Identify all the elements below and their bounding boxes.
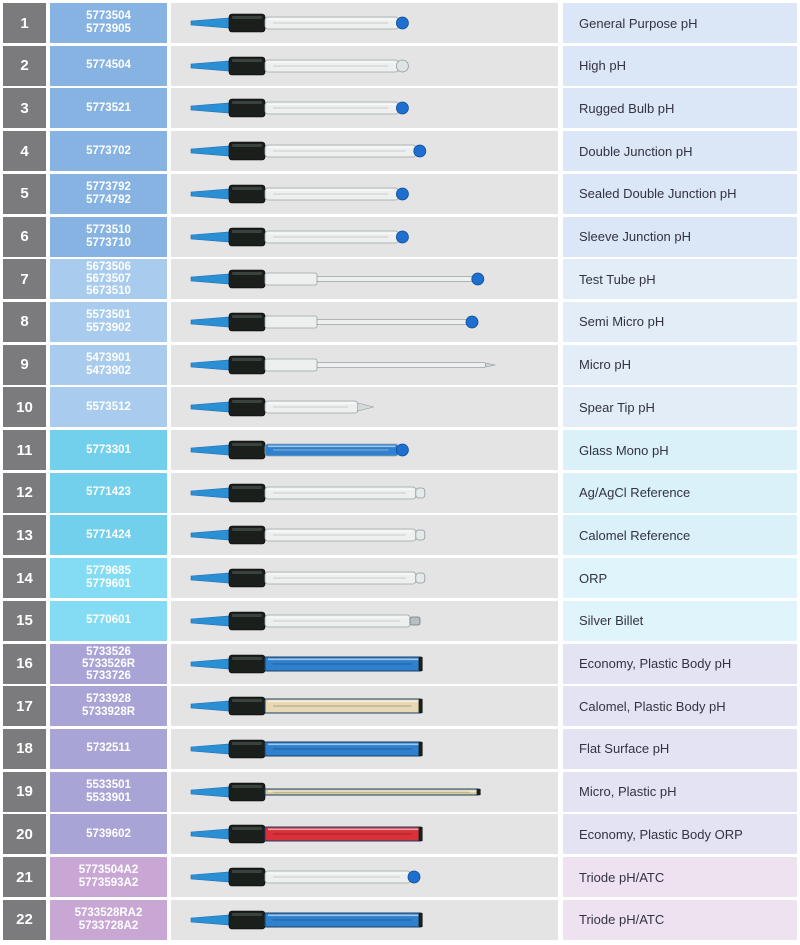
body-highlight	[268, 743, 419, 745]
part-number: 5773504A2	[78, 864, 139, 876]
row-number: 11	[3, 430, 46, 470]
electrode-name: Glass Mono pH	[563, 430, 797, 470]
table-row	[0, 814, 800, 854]
electrode-illustration	[171, 387, 558, 427]
part-number: 5733526	[86, 645, 131, 658]
connector-pin	[191, 232, 229, 242]
electrode-illustration	[171, 772, 558, 812]
electrode-image	[171, 430, 558, 470]
row-number: 8	[3, 302, 46, 342]
connector-pin	[191, 573, 229, 583]
part-number: 5533501	[86, 778, 131, 791]
part-numbers	[50, 857, 167, 897]
part-number: 5773905	[86, 23, 131, 35]
connector-pin	[191, 787, 229, 797]
part-number: 5732511	[86, 742, 131, 755]
cap-highlight	[232, 144, 262, 147]
part-number: 5573501	[86, 308, 131, 321]
electrode-name: Flat Surface pH	[563, 729, 797, 769]
electrode-illustration	[171, 473, 558, 513]
electrode-name: ORP	[563, 558, 797, 598]
row-number: 7	[3, 259, 46, 299]
electrode-image	[171, 900, 558, 940]
table-row	[0, 46, 800, 86]
part-numbers	[50, 217, 167, 257]
connector-pin	[191, 488, 229, 498]
cap-highlight	[232, 571, 262, 574]
electrode-illustration	[171, 515, 558, 555]
electrode-name: Sleeve Junction pH	[563, 217, 797, 257]
part-numbers	[50, 3, 167, 43]
part-number: 5733928R	[81, 706, 136, 719]
cap-highlight	[232, 358, 262, 361]
connector-pin	[191, 402, 229, 412]
electrode-illustration	[171, 601, 558, 641]
connector-pin	[191, 61, 229, 71]
row-number: 20	[3, 814, 46, 854]
part-number: 5774504	[86, 59, 131, 72]
part-numbers	[50, 46, 167, 86]
row-number: 22	[3, 900, 46, 940]
electrode-name: Triode pH/ATC	[563, 900, 797, 940]
connector-pin	[191, 530, 229, 540]
row-number: 5	[3, 174, 46, 214]
electrode-stem	[317, 362, 485, 367]
connector-pin	[191, 744, 229, 754]
part-number: 5473901	[86, 351, 131, 364]
part-number: 5771424	[86, 528, 131, 541]
part-number: 5773710	[86, 236, 131, 249]
electrode-illustration	[171, 686, 558, 726]
electrode-body	[265, 359, 317, 371]
electrode-illustration	[171, 729, 558, 769]
table-row	[0, 3, 800, 43]
row-number: 19	[3, 772, 46, 812]
silver-billet-tip	[410, 617, 420, 625]
part-number: 5773593A2	[78, 877, 139, 889]
part-number: 5779601	[86, 578, 131, 591]
part-number: 5771423	[86, 486, 131, 499]
row-number: 3	[3, 88, 46, 128]
table-row	[0, 558, 800, 598]
cap-highlight	[232, 443, 262, 446]
glass-bulb-tip	[472, 273, 484, 285]
electrode-image	[171, 601, 558, 641]
part-numbers	[50, 259, 167, 299]
body-highlight	[268, 873, 407, 875]
part-number: 5773510	[86, 223, 131, 236]
part-number: 5573512	[86, 400, 131, 413]
row-number: 15	[3, 601, 46, 641]
body-highlight	[268, 403, 355, 405]
body-highlight	[268, 531, 413, 533]
table-row	[0, 515, 800, 555]
connector-pin	[191, 360, 229, 370]
part-number: 5773301	[86, 443, 131, 456]
flat-tip	[419, 913, 423, 927]
spear-tip	[358, 403, 374, 411]
body-highlight	[268, 189, 395, 191]
part-numbers	[50, 644, 167, 684]
electrode-image	[171, 302, 558, 342]
part-number: 5733928	[86, 693, 131, 706]
junction-tip	[416, 573, 425, 583]
body-highlight	[268, 616, 407, 618]
electrode-illustration	[171, 302, 558, 342]
electrode-image	[171, 131, 558, 171]
electrode-image	[171, 515, 558, 555]
part-number: 5733728A2	[78, 919, 139, 932]
electrode-name: Test Tube pH	[563, 259, 797, 299]
part-number: 5473902	[86, 364, 131, 377]
cap-highlight	[232, 59, 262, 62]
table-row	[0, 174, 800, 214]
electrode-name: Semi Micro pH	[563, 302, 797, 342]
table-row	[0, 473, 800, 513]
electrode-body	[265, 273, 317, 285]
electrode-image	[171, 473, 558, 513]
cap-highlight	[232, 785, 262, 788]
table-row	[0, 900, 800, 940]
flat-tip	[477, 789, 481, 795]
glass-bulb-tip	[396, 231, 408, 243]
electrode-illustration	[171, 900, 558, 940]
electrode-name: Calomel Reference	[563, 515, 797, 555]
cap-highlight	[232, 230, 262, 233]
electrode-name: Triode pH/ATC	[563, 857, 797, 897]
body-highlight	[268, 147, 413, 149]
electrode-body	[265, 316, 317, 328]
part-number: 5733528RA2	[74, 906, 143, 919]
part-numbers	[50, 88, 167, 128]
part-numbers	[50, 601, 167, 641]
cap-highlight	[232, 742, 262, 745]
row-number: 6	[3, 217, 46, 257]
connector-pin	[191, 445, 229, 455]
table-row	[0, 217, 800, 257]
row-number: 14	[3, 558, 46, 598]
electrode-image	[171, 174, 558, 214]
electrode-name: Rugged Bulb pH	[563, 88, 797, 128]
body-highlight	[268, 104, 395, 106]
junction-tip	[416, 530, 425, 540]
connector-pin	[191, 103, 229, 113]
connector-pin	[191, 659, 229, 669]
table-row	[0, 345, 800, 385]
cap-highlight	[232, 827, 262, 830]
electrode-image	[171, 729, 558, 769]
electrode-illustration	[171, 3, 558, 43]
electrode-illustration	[171, 217, 558, 257]
body-highlight	[268, 19, 395, 21]
body-highlight	[268, 701, 419, 703]
electrode-image	[171, 558, 558, 598]
flat-tip	[419, 742, 423, 756]
row-number: 10	[3, 387, 46, 427]
glass-bulb-tip	[396, 60, 408, 72]
electrode-image	[171, 46, 558, 86]
cap-highlight	[232, 272, 262, 275]
body-highlight	[268, 790, 477, 792]
part-numbers	[50, 430, 167, 470]
table-row	[0, 88, 800, 128]
electrode-image	[171, 345, 558, 385]
part-number: 5733726	[86, 669, 131, 682]
electrode-name: Silver Billet	[563, 601, 797, 641]
row-number: 21	[3, 857, 46, 897]
part-number: 5573902	[86, 321, 131, 334]
electrode-illustration	[171, 131, 558, 171]
electrode-illustration	[171, 814, 558, 854]
part-numbers	[50, 515, 167, 555]
table-row	[0, 430, 800, 470]
table-row	[0, 686, 800, 726]
needle-tip	[485, 363, 495, 367]
table-row	[0, 302, 800, 342]
connector-pin	[191, 317, 229, 327]
part-number: 5773504	[86, 10, 131, 22]
table-row	[0, 729, 800, 769]
connector-pin	[191, 18, 229, 28]
body-highlight	[268, 658, 419, 660]
cap-highlight	[232, 400, 262, 403]
connector-pin	[191, 616, 229, 626]
row-number: 1	[3, 3, 46, 43]
part-number: 5779685	[86, 565, 131, 578]
part-number: 5733526R	[81, 657, 136, 670]
part-numbers	[50, 772, 167, 812]
connector-pin	[191, 189, 229, 199]
connector-pin	[191, 915, 229, 925]
flat-tip	[419, 657, 423, 671]
part-numbers	[50, 131, 167, 171]
electrode-image	[171, 387, 558, 427]
part-number: 5673506	[86, 261, 131, 274]
table-row	[0, 259, 800, 299]
table-row	[0, 131, 800, 171]
part-number: 5773702	[86, 144, 131, 157]
glass-bulb-tip	[396, 102, 408, 114]
part-number: 5739602	[86, 827, 131, 840]
body-highlight	[268, 61, 395, 63]
body-highlight	[268, 232, 395, 234]
glass-bulb-tip	[396, 444, 408, 456]
body-highlight	[268, 488, 413, 490]
electrode-stem	[317, 319, 468, 324]
electrode-name: High pH	[563, 46, 797, 86]
electrode-name: General Purpose pH	[563, 3, 797, 43]
flat-tip	[419, 699, 423, 713]
electrode-image	[171, 644, 558, 684]
part-number: 5773521	[86, 101, 131, 114]
part-numbers	[50, 729, 167, 769]
part-number: 5773792	[86, 180, 131, 193]
electrode-name: Calomel, Plastic Body pH	[563, 686, 797, 726]
part-numbers	[50, 686, 167, 726]
part-numbers	[50, 387, 167, 427]
row-number: 9	[3, 345, 46, 385]
connector-pin	[191, 146, 229, 156]
cap-highlight	[232, 870, 262, 873]
cap-highlight	[232, 614, 262, 617]
electrode-image	[171, 3, 558, 43]
electrode-illustration	[171, 46, 558, 86]
electrode-name: Spear Tip pH	[563, 387, 797, 427]
cap-highlight	[232, 913, 262, 916]
row-number: 17	[3, 686, 46, 726]
connector-pin	[191, 872, 229, 882]
electrode-image	[171, 772, 558, 812]
part-number: 5533901	[86, 791, 131, 804]
part-number: 5673507	[86, 273, 131, 286]
table-row	[0, 772, 800, 812]
cap-highlight	[232, 16, 262, 19]
row-number: 12	[3, 473, 46, 513]
cap-highlight	[232, 657, 262, 660]
electrode-illustration	[171, 345, 558, 385]
electrode-illustration	[171, 174, 558, 214]
part-numbers	[50, 345, 167, 385]
cap-highlight	[232, 187, 262, 190]
table-row	[0, 857, 800, 897]
body-highlight	[268, 829, 419, 831]
electrode-name: Sealed Double Junction pH	[563, 174, 797, 214]
connector-pin	[191, 829, 229, 839]
electrode-name: Micro, Plastic pH	[563, 772, 797, 812]
electrode-illustration	[171, 857, 558, 897]
glass-bulb-tip	[466, 316, 478, 328]
part-number: 5774792	[86, 193, 131, 206]
flat-tip	[419, 827, 423, 841]
row-number: 4	[3, 131, 46, 171]
electrode-image	[171, 686, 558, 726]
body-highlight	[268, 914, 419, 916]
table-row	[0, 644, 800, 684]
glass-bulb-tip	[396, 17, 408, 29]
body-highlight	[268, 574, 413, 576]
table-row	[0, 601, 800, 641]
electrode-name: Double Junction pH	[563, 131, 797, 171]
row-number: 13	[3, 515, 46, 555]
electrode-image	[171, 217, 558, 257]
electrode-illustration	[171, 644, 558, 684]
glass-bulb-tip	[408, 871, 420, 883]
table-row	[0, 387, 800, 427]
part-numbers	[50, 900, 167, 940]
electrode-name: Economy, Plastic Body ORP	[563, 814, 797, 854]
row-number: 18	[3, 729, 46, 769]
part-numbers	[50, 174, 167, 214]
cap-highlight	[232, 486, 262, 489]
electrode-illustration	[171, 430, 558, 470]
row-number: 16	[3, 644, 46, 684]
electrode-image	[171, 814, 558, 854]
junction-tip	[416, 488, 425, 498]
electrode-illustration	[171, 259, 558, 299]
glass-bulb-tip	[396, 188, 408, 200]
part-number: 5770601	[86, 614, 131, 627]
electrode-image	[171, 259, 558, 299]
cap-highlight	[232, 315, 262, 318]
electrode-illustration	[171, 558, 558, 598]
cap-highlight	[232, 101, 262, 104]
electrode-illustration	[171, 88, 558, 128]
part-numbers	[50, 473, 167, 513]
part-numbers	[50, 302, 167, 342]
electrode-name: Ag/AgCl Reference	[563, 473, 797, 513]
electrode-image	[171, 88, 558, 128]
glass-bulb-tip	[414, 145, 426, 157]
body-highlight	[268, 446, 395, 448]
part-numbers	[50, 558, 167, 598]
part-numbers	[50, 814, 167, 854]
electrode-stem	[317, 277, 474, 282]
cap-highlight	[232, 699, 262, 702]
electrode-name: Micro pH	[563, 345, 797, 385]
connector-pin	[191, 701, 229, 711]
electrode-name: Economy, Plastic Body pH	[563, 644, 797, 684]
row-number: 2	[3, 46, 46, 86]
cap-highlight	[232, 528, 262, 531]
connector-pin	[191, 274, 229, 284]
electrode-image	[171, 857, 558, 897]
part-number: 5673510	[86, 285, 131, 298]
